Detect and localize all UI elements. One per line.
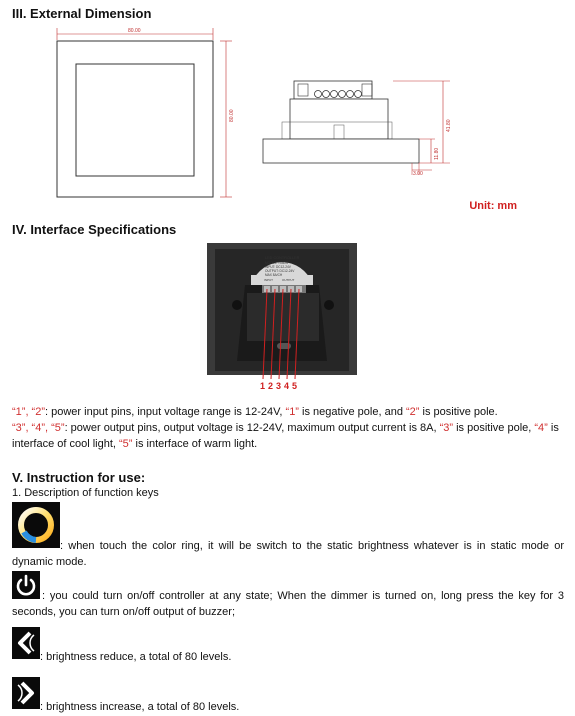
spec-text: : power output pins, output voltage is 12-24V, maximum output current is 8A, [64,422,440,434]
spec-pin-5: “5” [119,438,133,450]
pin-1-label: 1 [260,381,266,391]
section-title-external: III. External Dimension [12,6,152,21]
side-view [263,81,452,177]
spec-text: is negative pole, and [298,406,407,418]
label-line1: MODEL: T04DS [265,261,288,265]
depth-label: 41.80 [446,119,452,132]
front-view [57,28,235,197]
pin-4-label: 4 [284,381,290,391]
spec-text: is interface of warm light. [132,438,258,450]
brightness-reduce-description: : brightness reduce, a total of 80 levels. [40,651,232,663]
label-input: INPUT [264,278,273,282]
spec-pin-1: “1” [285,406,299,418]
offset-label: 3.00 [413,171,423,177]
spec-pins-12: “1”, “2” [12,406,45,418]
spec-pin-4: “4” [534,422,548,434]
function-keys-subtitle: 1. Description of function keys [12,487,159,499]
width-label: 80.00 [128,28,141,34]
pin-spec-output [12,420,567,452]
label-line3: OUTPUT: DC12-24V [265,269,295,273]
dimension-drawing [0,22,575,212]
section-title-instruction: V. Instruction for use: [12,470,146,485]
device-photo [207,243,357,393]
spec-pin-3: “3” [439,422,454,434]
spec-text: is positive pole. [419,406,498,418]
unit-label: Unit: mm [469,200,517,212]
label-line2: INPUT: DC12-24V [265,265,291,269]
power-description: : you could turn on/off controller at any state; When the dimmer is turned on, long press the key for 3 seconds, you can turn on/off output of buzzer; [12,590,564,618]
height-label: 80.00 [229,109,235,122]
brightness-reduce-icon [12,627,40,659]
spec-text: is positive pole, [453,422,535,434]
section-title-interface: IV. Interface Specifications [12,222,177,237]
label-line4: MAX 8A/CH [265,273,283,277]
spec-text: is interface of cool light, [12,422,559,450]
spec-pin-2: “2” [406,406,420,418]
pin-spec-input [12,404,567,420]
label-title: LED CONTROLLER [265,256,300,260]
spec-text: : power input pins, input voltage range is 12-24V, [45,406,286,418]
pin-2-label: 2 [268,381,274,391]
label-output: OUTPUT [282,278,295,282]
pin-5-label: 5 [292,381,298,391]
brightness-increase-description: : brightness increase, a total of 80 levels. [40,701,240,713]
spec-pins-345: “3”, “4”, “5” [12,422,65,434]
pin-3-label: 3 [276,381,282,391]
color-ring-description: : when touch the color ring, it will be switch to the static brightness whatever is in static mode or dynamic mode. [12,540,564,568]
plate-thickness-label: 11.80 [434,147,440,160]
brightness-increase-icon [12,677,40,709]
